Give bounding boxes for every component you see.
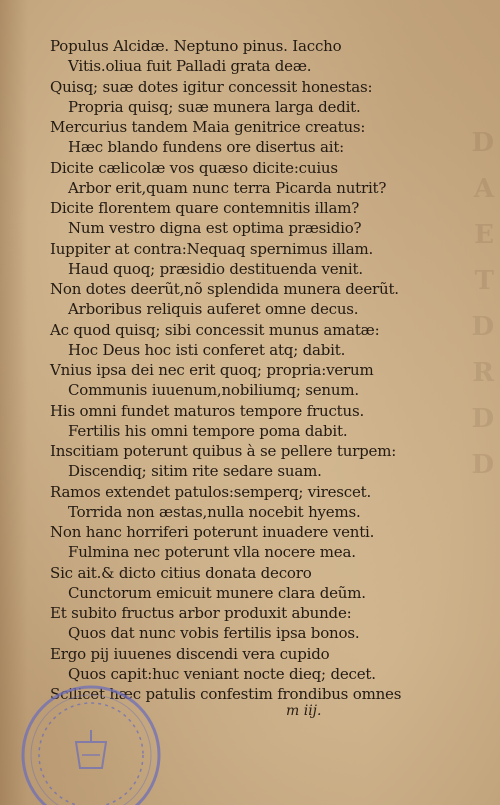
poem-line: Discendiq; sitim rite sedare suam. — [68, 462, 322, 481]
poem-line: Arbor erit,quam nunc terra Picarda nutrit? — [68, 178, 387, 197]
poem-line: Fertilis his omni tempore poma dabit. — [68, 421, 348, 440]
poem-line: Dicite florentem quare contemnitis illam? — [50, 199, 360, 217]
poem-line: Iuppiter at contra:Nequaq spernimus illam. — [50, 239, 374, 258]
poem-line: Cunctorum emicuit munere clara deũm. — [68, 583, 366, 602]
poem-line: Haud quoq; præsidio destituenda venit. — [68, 259, 363, 278]
poem-line: Quos dat nunc vobis fertilis ipsa bonos. — [68, 624, 360, 643]
poem-line: Torrida non æstas,nulla nocebit hyems. — [68, 502, 361, 521]
poem-line: Arboribus reliquis auferet omne decus. — [68, 300, 359, 319]
poem-text-block — [50, 36, 475, 704]
poem-line: Ergo pij iuuenes discendi vera cupido — [50, 644, 330, 663]
poem-line: Communis iuuenum,nobiliumq; senum. — [68, 381, 359, 400]
library-stamp-icon — [16, 680, 166, 805]
poem-line: Hoc Deus hoc isti conferet atq; dabit. — [68, 340, 346, 359]
poem-line: Dicite cælicolæ vos quæso dicite:cuius — [50, 158, 338, 177]
poem-line: Non hanc horriferi poterunt inuadere venti. — [50, 523, 375, 541]
poem-line: Vnius ipsa dei nec erit quoq; propria:verum — [50, 361, 374, 379]
poem-line: Quisq; suæ dotes igitur concessit honestas: — [50, 77, 373, 96]
signature-mark: m iij. — [286, 703, 322, 719]
poem-line: Scilicet hæc patulis confestim frondibus omnes — [50, 685, 402, 703]
poem-line: Ramos extendet patulos:semperq; virescet. — [50, 482, 372, 501]
poem-line: Hæc blando fundens ore disertus ait: — [68, 138, 344, 157]
show-through-text: D A E T D R D D — [471, 128, 494, 480]
poem-line: Et subito fructus arbor produxit abunde: — [50, 604, 352, 622]
poem-line: Num vestro digna est optima præsidio? — [68, 219, 362, 238]
poem-line: His omni fundet maturos tempore fructus. — [50, 401, 365, 420]
poem-line: Sic ait.& dicto citius donata decoro — [50, 563, 312, 582]
poem-line: Vitis.oliua fuit Palladi grata deæ. — [68, 57, 312, 76]
poem-line: Non dotes deerũt,nõ splendida munera deerũt. — [50, 280, 399, 298]
poem-line: Ac quod quisq; sibi concessit munus amatæ: — [50, 320, 380, 339]
poem-line: Inscitiam poterunt quibus à se pellere turpem: — [50, 442, 397, 460]
poem-line: Fulmina nec poterunt vlla nocere mea. — [68, 543, 356, 562]
poem-line: Mercurius tandem Maia genitrice creatus: — [50, 118, 366, 136]
poem-line: Quos capit:huc veniant nocte dieq; decet. — [68, 664, 376, 683]
poem-line: Populus Alcidæ. Neptuno pinus. Iaccho — [50, 37, 342, 55]
poem-line: Propria quisq; suæ munera larga dedit. — [68, 97, 361, 116]
